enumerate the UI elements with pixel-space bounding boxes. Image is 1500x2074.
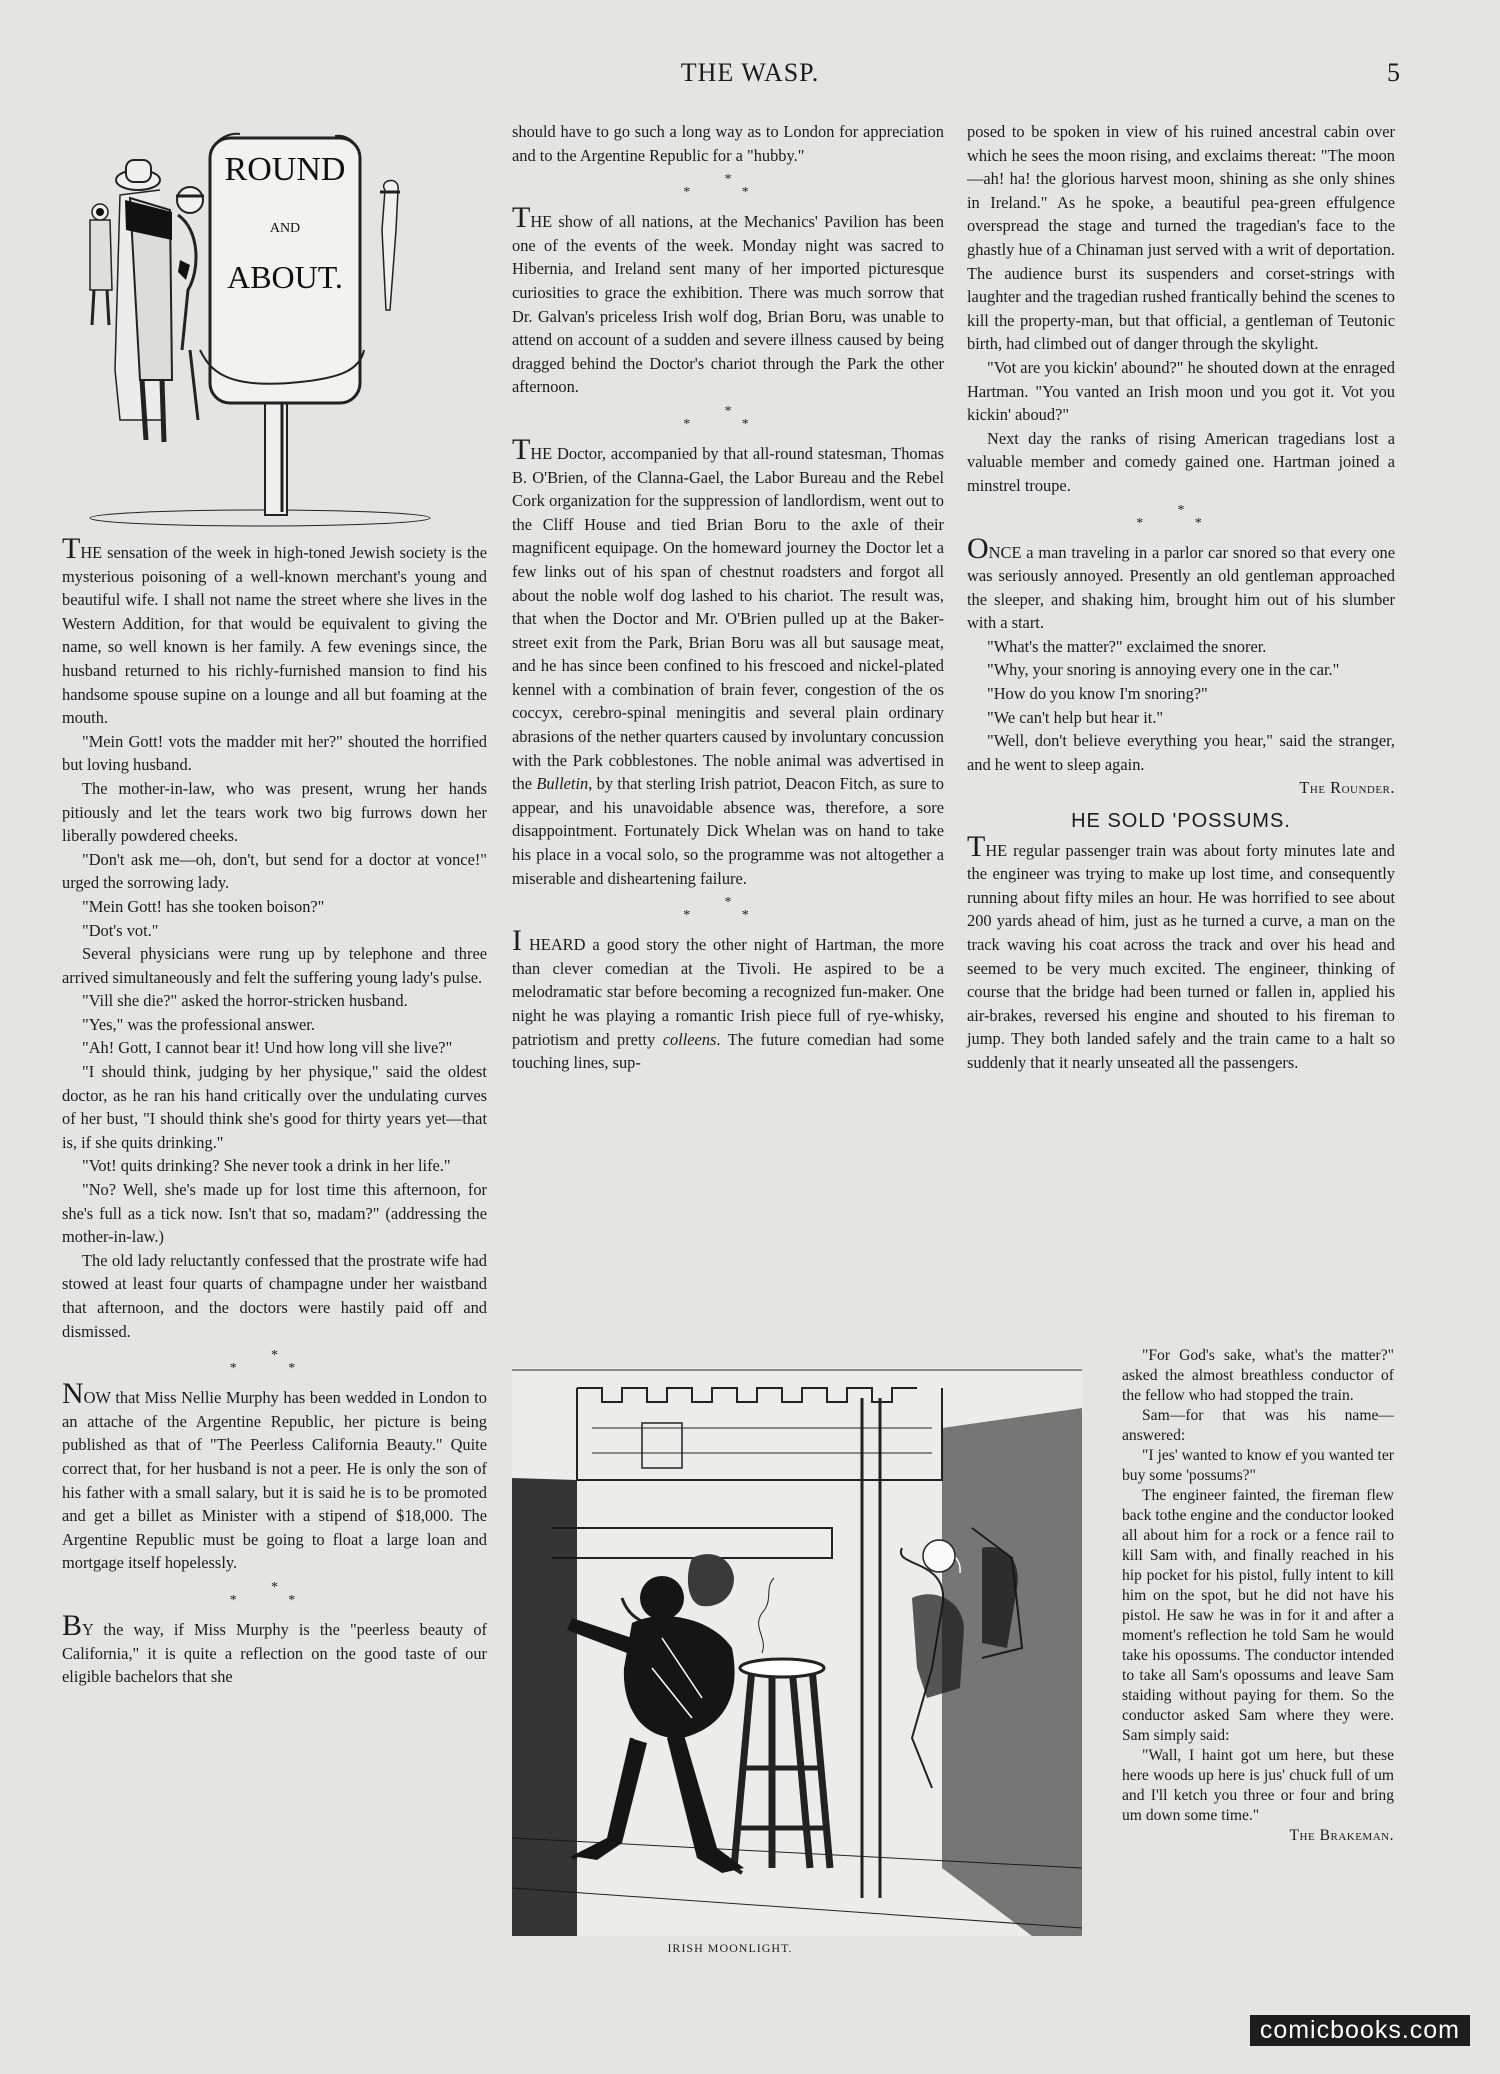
drop-cap: B <box>62 1608 83 1642</box>
paragraph: The mother-in-law, who was present, wrung her hands pitiously and let the tears work two big furrows down her liberally powdered cheeks. <box>62 778 487 846</box>
article-snorer: ONCE a man traveling in a parlor car snored so that every one was seriously annoyed. Presently an old gentleman approached the sleeper, and shaking him, brought him out of his slumber with a start. <box>967 531 1395 633</box>
paragraph: "What's the matter?" exclaimed the snorer. <box>987 636 1267 656</box>
paragraph: "No? Well, she's made up for lost time this afternoon, for she's full as a tick now. Isn't that so, madam?" (addressing the mother-in-law.) <box>62 1180 487 1247</box>
paragraph: Next day the ranks of rising American tragedians lost a valuable member and comedy gained one. Hartman joined a minstrel troupe. <box>967 428 1395 495</box>
article-possums: THE regular passenger train was about forty minutes late and the engineer was trying to make up lost time, and consequently running about fifty miles an hour. He was horrified to see about 200 yards ahead of him, just as he turned a curve, a man on the track waving his coat across the track and over his head and seemed to be very much excited. The engineer, thinking of course that the bridge had been turned or fallen in, applied his air-brakes, reversed his engine and shouted to his fireman to jump. They both landed safely and the train came to a halt so suddenly that it nearly unseated all the passengers. <box>967 829 1395 1072</box>
irish-moonlight-illustration <box>512 1368 1082 1936</box>
section-separator: * * * <box>683 403 773 432</box>
paragraph: "I jes' wanted to know ef you wanted ter buy some 'possums?" <box>1122 1447 1394 1484</box>
paragraph: "Vill she die?" asked the horror-stricken husband. <box>82 991 408 1011</box>
section-separator: * * * <box>229 1579 320 1608</box>
drop-cap: T <box>967 829 986 863</box>
signature-brakeman: The Brakeman. <box>1289 1827 1394 1844</box>
article-jewish-society: THE sensation of the week in high-toned Jewish society is the mysterious poisoning of a well-known merchant's young and beautiful wife. I shall not name the street where she lives in the Western Addition, for that would be equivalent to giving the name, so well known is her family. A few evenings since, the husband returned to his richly-furnished mansion to find his handsome spouse supine on a lounge and all but foaming at the mouth. <box>62 532 487 728</box>
newspaper-name: Bulletin <box>536 774 589 794</box>
paragraph: "How do you know I'm snoring?" <box>987 684 1208 704</box>
article-brian-boru: THE Doctor, accompanied by that all-round statesman, Thomas B. O'Brien, of the Clanna-Gael, the Labor Bureau and the Rebel Cork organization for the suppression of landlordism, went out to the Cliff House and tied Brian Boru to the axle of their magnificent equipage. On the homeward journey the Doctor let a few links out of his span of chestnut roadsters and forgot all about the noble wolf dog lashed to his chariot. The result was, that when the Doctor and Mr. O'Brien pulled up at the Baker-street exit from the Park, Brian Boru was all but sausage meat, and he has since been confined to his frescoed and nickel-plated kennel with a combination of brain fever, congestion of the os coccyx, cerebro-spinal meningitis and several plain ordinary abrasions of the nether quarters caused by involuntary concussion with the Park cobblestones. The noble animal was advertised in the Bulletin, by that sterling Irish patriot, Deacon Fitch, as sure to appear, and his unavoidable absence was, therefore, a sore disappointment. Fortunately Dick Whelan was on hand to take his place in a vocal solo, so the programme was not altogether a miserable and disheartening failure. <box>512 432 944 888</box>
sign-text-and: AND <box>269 221 301 236</box>
article-mechanics-pavilion: THE show of all nations, at the Mechanics' Pavilion has been one of the events of the week. Monday night was sacred to Hibernia, and Ireland sent many of her imported picturesque curiosities to grace the exhibition. There was much sorrow that Dr. Galvan's priceless Irish wolf dog, Brian Boru, was unable to attend on account of a sudden and severe illness caused by being dragged behind the Doctor's chariot through the Park the other afternoon. <box>512 201 944 397</box>
paragraph: "I should think, judging by her physique," said the oldest doctor, as he ran his hand critically over the undulating curves of her bust, "I should think she's good for thirty years yet—that is, if she quits drinking." <box>62 1062 487 1152</box>
page-number: 5 <box>1387 58 1400 87</box>
paragraph: "Dot's vot." <box>82 920 159 940</box>
paragraph: The engineer fainted, the fireman flew back tothe engine and the conductor looked all about him for a rock or a fence rail to kill Sam with, and finally reached in his hip pocket for his pistol, fully intent to kill him on the spot, but he did not have his pistol. He saw he was in for it and after a moment's reflection he told Sam he would take his opossums. The conductor intended to take all Sam's opossums and leave Sam staiding without paying for them. So the conductor asked Sam where they were. Sam simply said: <box>1122 1487 1394 1744</box>
drop-cap: T <box>62 532 81 565</box>
paragraph: "Mein Gott! has she tooken boison?" <box>82 896 325 916</box>
article-heading-possums: HE SOLD 'POSSUMS. <box>1071 810 1291 833</box>
paragraph: "Wall, I haint got um here, but these here woods up here is jus' chuck full of um and I'll ketch you three or four and bring um down some time." <box>1122 1747 1394 1824</box>
sign-text-round: ROUND <box>224 151 346 188</box>
article-by-the-way: BY the way, if Miss Murphy is the "peerless beauty of California," it is quite a reflection on the good taste of our eligible bachelors that she <box>62 1608 487 1687</box>
column-2 <box>512 120 944 1075</box>
section-separator: * * * <box>229 1348 320 1377</box>
paragraph: "Vot! quits drinking? She never took a drink in her life." <box>82 1156 451 1176</box>
paragraph: "We can't help but hear it." <box>987 707 1164 727</box>
paragraph: "Well, don't believe everything you hear," said the stranger, and he went to sleep again. <box>967 731 1395 774</box>
drop-cap: T <box>512 432 531 466</box>
site-watermark: comicbooks.com <box>1250 2015 1470 2046</box>
paragraph: "Yes," was the professional answer. <box>82 1014 315 1034</box>
article-nellie-murphy: NOW that Miss Nellie Murphy has been wedded in London to an attache of the Argentine Republic, her picture is being published as that of "The Peerless California Beauty." Quite correct that, for her husband is not a peer. He is only the son of his father with a small salary, but it is said he is to be promoted and get a billet as Minister with a stipend of $18,000. The Argentine Republic must be going to float a large loan and mortgage itself hopelessly. <box>62 1377 487 1573</box>
drop-cap: O <box>967 531 989 565</box>
paragraph: Sam—for that was his name—answered: <box>1122 1407 1394 1444</box>
drop-cap: I <box>512 924 522 958</box>
paragraph: "For God's sake, what's the matter?" asked the almost breathless conductor of the fellow who had stopped the train. <box>1122 1347 1394 1404</box>
paragraph: The old lady reluctantly confessed that the prostrate wife had stowed at least four quarts of champagne under her waistband that afternoon, and the doctors were hastily paid off and dismissed. <box>62 1250 487 1341</box>
paragraph: "Why, your snoring is annoying every one in the car." <box>987 660 1340 680</box>
italic-word: colleens <box>662 1029 717 1049</box>
article-hartman: I HEARD a good story the other night of Hartman, the more than clever comedian at the Tivoli. He aspired to be a melodramatic star before becoming a recognized fun-maker. One night he was playing a romantic Irish piece full of rye-whisky, patriotism and pretty colleens. The future comedian had some touching lines, sup- <box>512 924 945 1073</box>
paragraph-continued: posed to be spoken in view of his ruined ancestral cabin over which he sees the moon rising, and exclaims thereat: "The moon—ah! ha! the glorious harvest moon, shining as she only shines in Ireland." As he spoke, a beautiful pea-green effulgence overspread the stage and turned the tragedian's face to the ghastly hue of a Chinaman just served with a writ of deportation. The audience burst its suspenders and corset-strings with laughter and the tragedian rushed frantically behind the scenes to kill the property-man, but that official, a gentleman of Teutonic birth, had climbed out of danger through the skylight. <box>967 122 1395 354</box>
paragraph: "Mein Gott! vots the madder mit her?" shouted the horrified but loving husband. <box>62 731 487 775</box>
round-and-about-illustration <box>60 120 490 530</box>
running-title: THE WASP. <box>680 58 820 87</box>
sign-text-about: ABOUT. <box>227 259 343 295</box>
paragraph: "Ah! Gott, I cannot bear it! Und how long vill she live?" <box>82 1038 453 1058</box>
drop-cap: T <box>512 201 531 235</box>
paragraph: "Vot are you kickin' abound?" he shouted down at the enraged Hartman. "You vanted an Irish moon und you got it. Vot you kickin' aboud?" <box>967 357 1395 425</box>
column-1 <box>62 532 487 1689</box>
paragraph-continued: should have to go such a long way as to London for appreciation and to the Argentine Republic for a "hubby." <box>512 122 944 165</box>
drop-cap: N <box>62 1377 84 1411</box>
section-separator: * * * <box>1136 502 1226 531</box>
column-3-narrow <box>1122 1346 1394 1846</box>
paragraph: Several physicians were rung up by telephone and three arrived simultaneously and felt the suffering young lady's pulse. <box>62 944 487 987</box>
column-3 <box>967 120 1395 1075</box>
paragraph: "Don't ask me—oh, don't, but send for a doctor at vonce!" urged the sorrowing lady. <box>62 849 487 893</box>
illustration-caption: IRISH MOONLIGHT. <box>667 1941 793 1955</box>
section-separator: * * * <box>683 895 773 924</box>
signature-rounder: The Rounder. <box>1299 778 1395 798</box>
section-separator: * * * <box>683 172 773 201</box>
